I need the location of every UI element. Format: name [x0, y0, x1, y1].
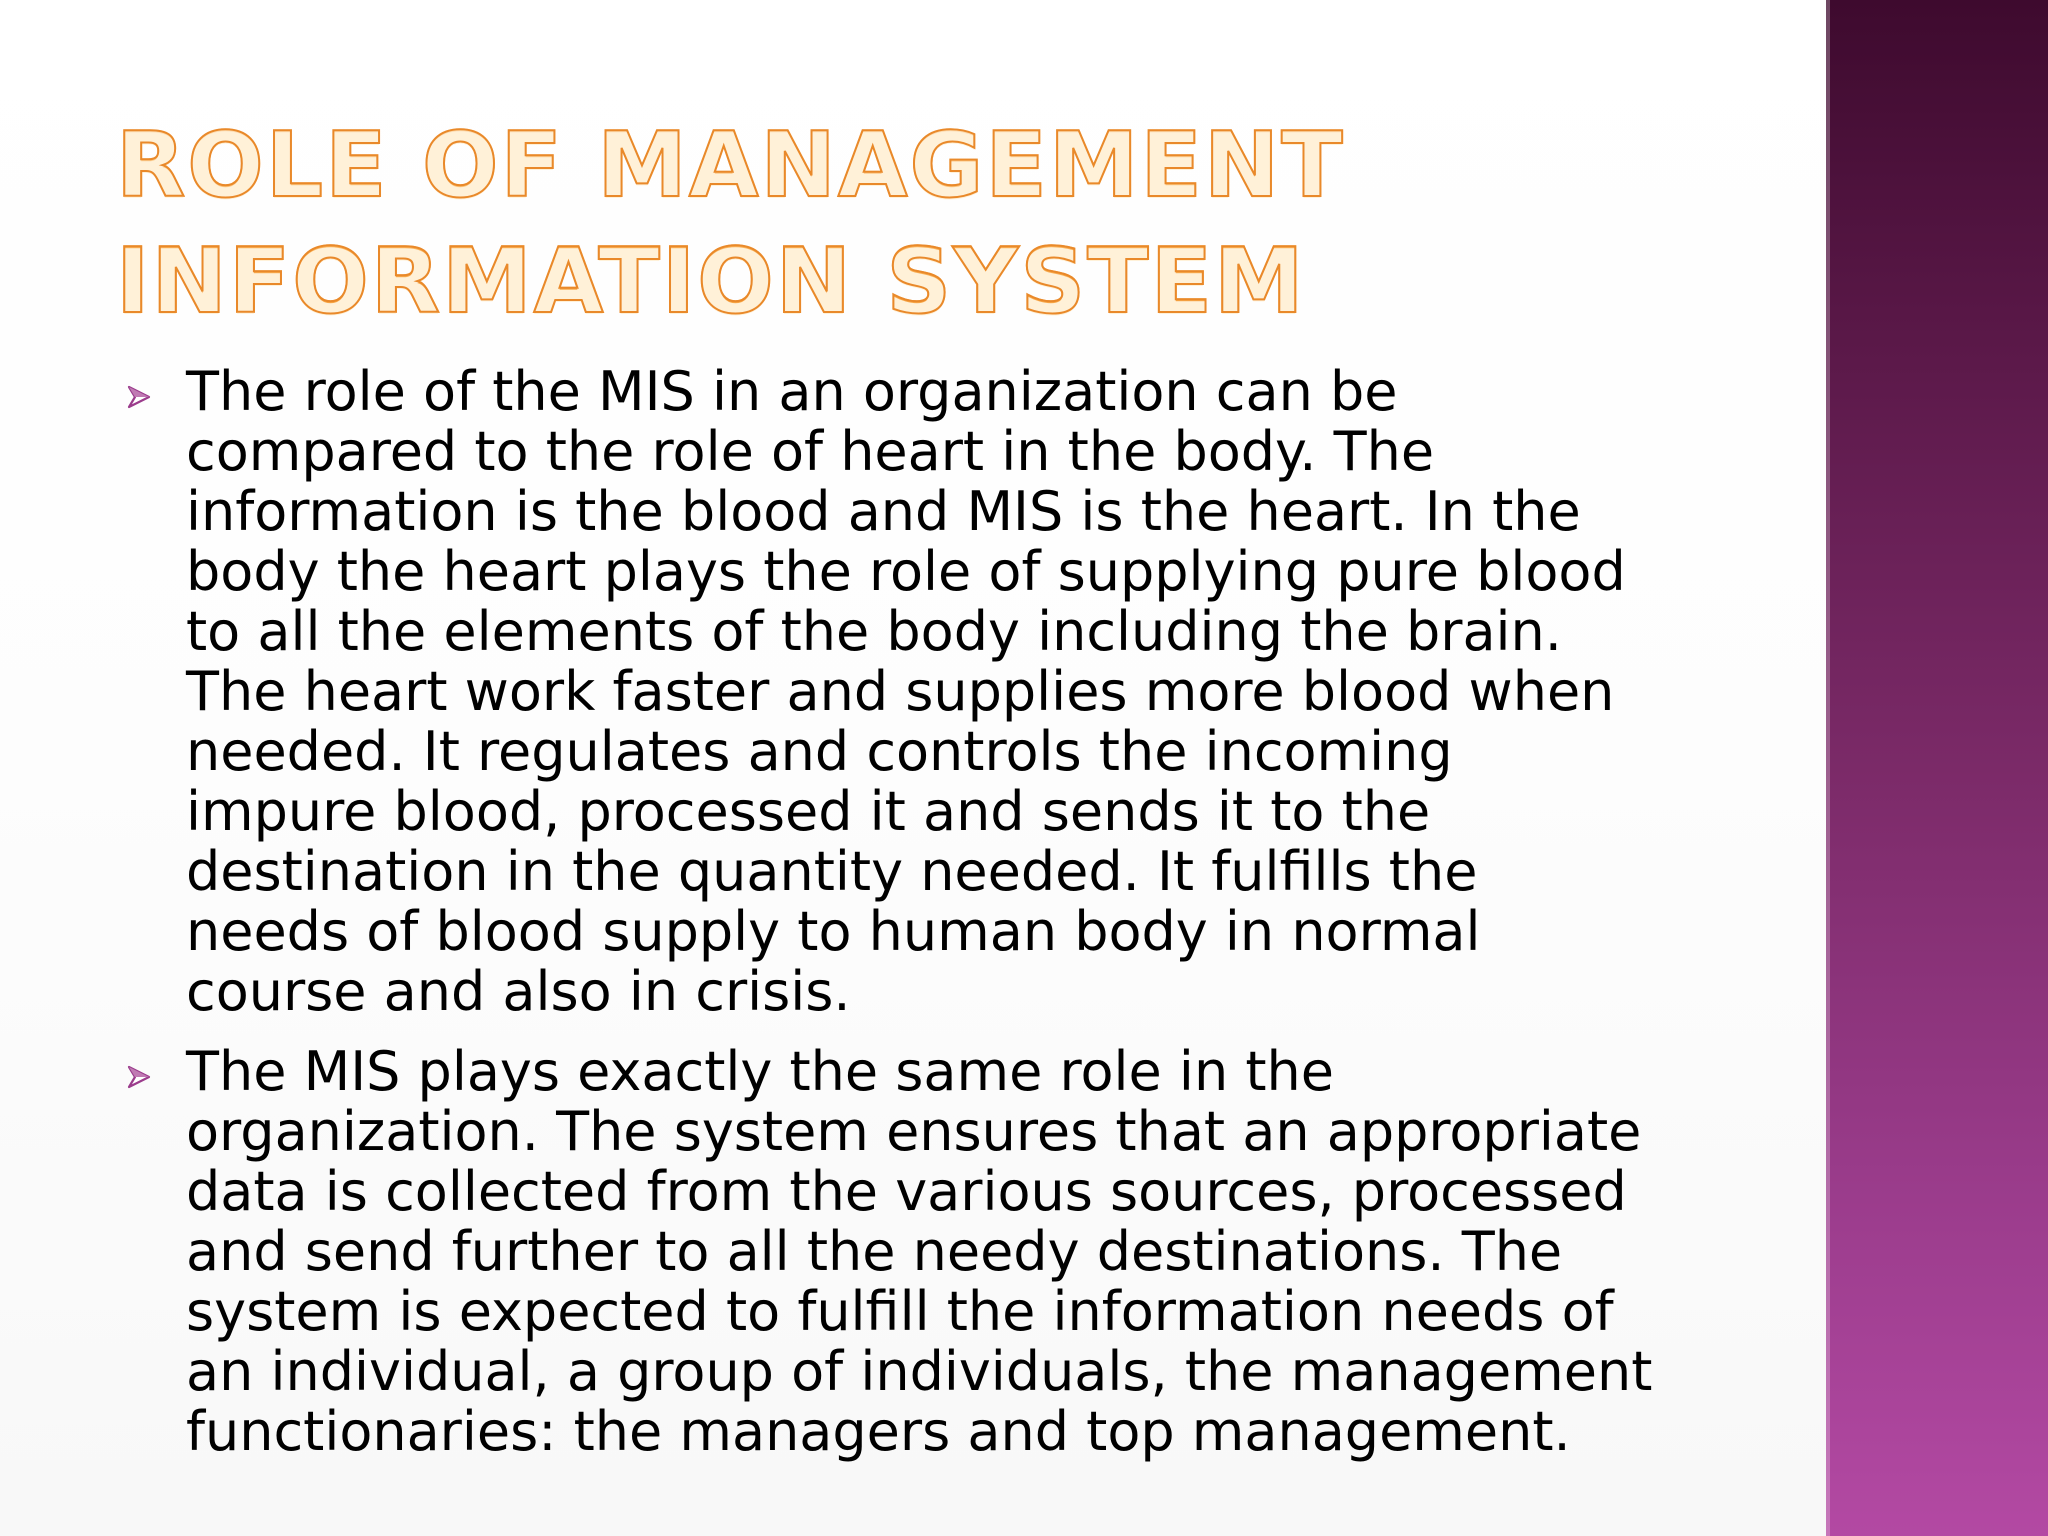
side-bar-edge: [1826, 0, 1830, 1536]
bullet-item: [120, 1042, 1720, 1462]
arrowhead-bullet-icon: [126, 384, 152, 410]
slide-title: [116, 108, 1416, 340]
bullet-text: The role of the MIS in an organization can be compared to the role of heart in the body. The information is the blood and MIS is the heart. In the body the heart plays the role of supplying pure blood to all the elements of the body including the brain. The heart work faster and supplies more blood when needed. It regulates and controls the incoming impure blood, processed it and sends it to the destination in the quantity needed. It fulfills the needs of blood supply to human body in normal course and also in crisis.: [186, 360, 1626, 1023]
bullet-text: The MIS plays exactly the same role in the organization. The system ensures that an appropriate data is collected from the various sources, processed and send further to all the needy destinations. The system is expected to fulfill the information needs of an individual, a group of individuals, the management functionaries: the managers and top management.: [186, 1040, 1653, 1463]
slide-title-line-2: INFORMATION SYSTEM: [116, 229, 1306, 334]
bullet-list: [120, 362, 1720, 1482]
bullet-item: [120, 362, 1720, 1022]
arrowhead-bullet-icon: [126, 1064, 152, 1090]
slide-title-line-1: ROLE OF MANAGEMENT: [116, 113, 1345, 218]
decorative-side-bar: [1826, 0, 2048, 1536]
